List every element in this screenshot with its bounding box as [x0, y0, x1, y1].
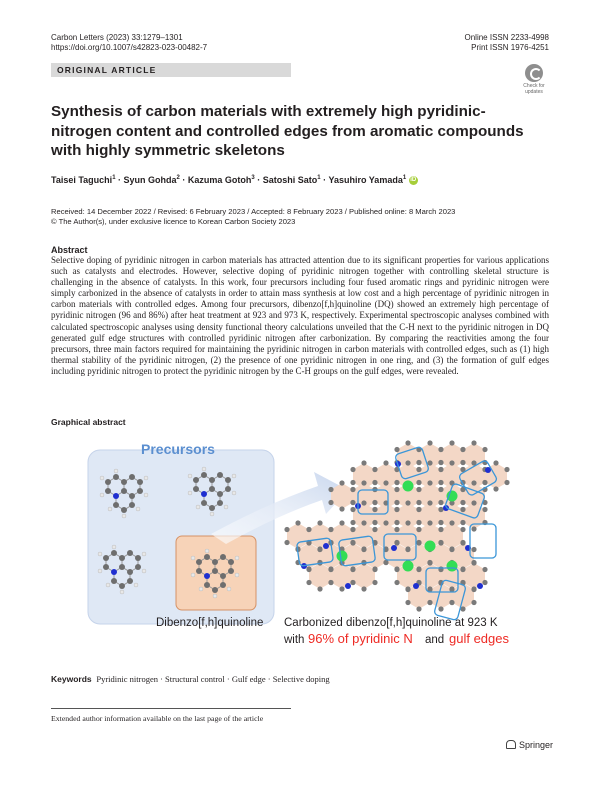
article-type: ORIGINAL ARTICLE [57, 65, 157, 75]
caption-highlight-gulf: gulf edges [449, 631, 509, 646]
abstract-heading: Abstract [51, 245, 88, 255]
publication-dates: Received: 14 December 2022 / Revised: 6 February 2023 / Accepted: 8 February 2023 / Published online: 8 March 2023 [51, 207, 456, 216]
caption-and: and [425, 634, 445, 646]
footnote-divider [51, 708, 291, 709]
footnote: Extended author information available on the last page of the article [51, 714, 264, 723]
article-type-bar [51, 63, 291, 77]
publisher-logo [506, 740, 553, 750]
check-for-updates-icon [525, 64, 543, 82]
doi-link[interactable]: https://doi.org/10.1007/s42823-023-00482-7 [51, 43, 208, 52]
issn-online: Online ISSN 2233-4998 [464, 33, 549, 42]
check-for-updates-label: Check for updates [523, 83, 545, 95]
precursor-label: Dibenzo[f,h]quinoline [156, 617, 264, 629]
check-for-updates-badge[interactable] [519, 64, 549, 95]
caption-with: with [284, 634, 305, 646]
issn-block [465, 33, 550, 53]
carbon-network [284, 440, 509, 620]
keywords-line [51, 674, 330, 684]
journal-citation: Carbon Letters (2023) 33:1279–1301 [51, 33, 183, 42]
publisher-name: Springer [519, 740, 554, 750]
precursors-title: Precursors [141, 441, 215, 457]
author-name: Syun Gohda [123, 175, 177, 185]
author-list: Taisei Taguchi$^1$ · Syun Gohda$^2$ · Kazuma Gotoh$^3$ · Satoshi Sato$^1$ · Yasuhiro Yamada$^1$ iD [51, 175, 417, 185]
caption-highlight-pyridinic: 96% of pyridinic N [308, 631, 413, 646]
springer-horse-icon [506, 740, 516, 749]
journal-header [51, 33, 207, 53]
carbonized-caption: Carbonized dibenzo[f,h]quinoline at 923 K [284, 617, 498, 629]
author-name: Yasuhiro Yamada [328, 175, 403, 185]
orcid-icon[interactable]: iD [410, 177, 417, 184]
graphical-abstract-figure [86, 434, 526, 652]
author-name: Kazuma Gotoh [187, 175, 252, 185]
author-name: Taisei Taguchi [51, 175, 113, 185]
keywords-label: Keywords [51, 674, 92, 684]
copyright-line: © The Author(s), under exclusive licence to Korean Carbon Society 2023 [51, 217, 296, 226]
keywords-text: Pyridinic nitrogen · Structural control · Gulf edge · Selective doping [96, 674, 330, 684]
issn-print: Print ISSN 1976-4251 [471, 43, 549, 52]
abstract-body: Selective doping of pyridinic nitrogen in carbon materials has attracted attention due to its significant properties for various applications such as catalysts and electrodes. However, selective doping of pyridinic nitrogen together with controlling skeletal structure is challenging in the absence of catalysts. In this work, four precursors including four fused aromatic rings and pyridinic nitrogen were simply carbonized in the absence of catalysts in order to attain mass synthesis at low cost and a high percentage of pyridinic nitrogen in carbon materials with controlled edges. Among four precursors, dibenzo[f,h]quinoline (DQ) showed an extremely high percentage of pyridinic nitrogen (96 and 86%) after heat treatment at 923 and 973 K, respectively. Experimental spectroscopic analyses combined with calculated spectroscopic analyses using density functional theory calculations unveiled that the C-H next to the pyridinic nitrogen in DQ generated gulf edge structures with controlled pyridinic nitrogen after carbonization. By comparing the reactivities among the four precursors, three main factors required for maintaining the pyridinic nitrogen in carbon materials with controlled edges, such as (1) high thermal stability of the pyridinic nitrogen, (2) the presence of one pyridinic nitrogen in one ring, and (3) the formation of gulf edges including pyridinic nitrogen to protect the pyridinic nitrogen by the C-H groups on the gulf edges, were revealed. [51, 255, 549, 376]
article-title: Synthesis of carbon materials with extremely high pyridinic-nitrogen content and controlled edges from aromatic compounds with highly symmetric skeletons [51, 103, 524, 159]
author-name: Satoshi Sato [262, 175, 318, 185]
graphical-abstract-heading: Graphical abstract [51, 417, 126, 427]
